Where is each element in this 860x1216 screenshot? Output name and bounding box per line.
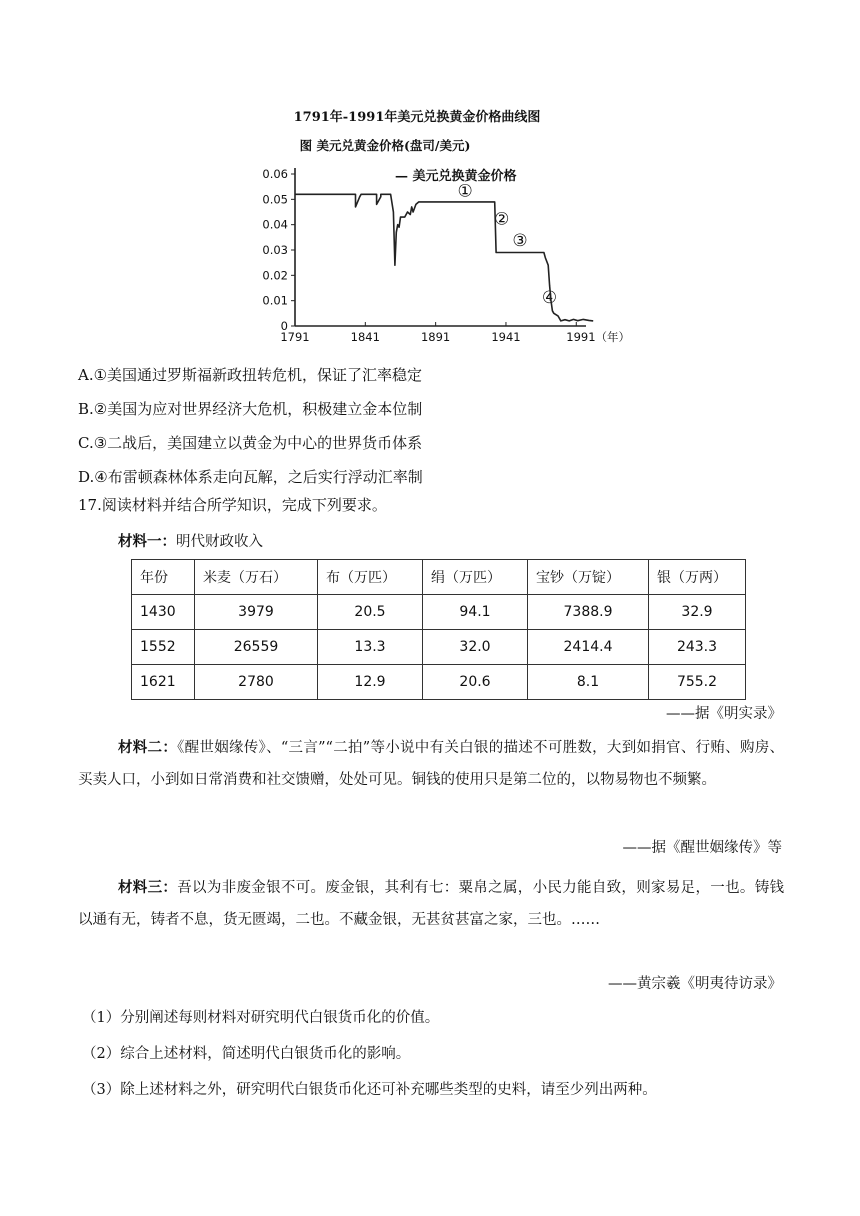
sub-question-3: （3）除上述材料之外，研究明代白银货币化还可补充哪些类型的史料，请至少列出两种。: [82, 1082, 657, 1098]
material1-heading: [118, 530, 263, 551]
header-paper-money: 宝钞（万锭）: [528, 560, 649, 595]
table-cell: 7388.9: [528, 595, 649, 630]
x-tick-label: 1941: [491, 330, 521, 344]
header-year: 年份: [132, 560, 195, 595]
material2-text: 《醒世姻缘传》、“三言”“二拍”等小说中有关白银的描述不可胜数，大到如捐官、行贿、购房、买卖人口，小到如日常消费和社交馈赠，处处可见。铜钱的使用只是第二位的，以物易物也不频繁。: [78, 740, 784, 788]
material2-paragraph: [78, 732, 784, 796]
table-row: [132, 665, 746, 700]
question-17-stem: 17.阅读材料并结合所学知识，完成下列要求。: [78, 496, 387, 514]
chart-markers: [458, 181, 558, 307]
gold-price-chart: [262, 102, 631, 350]
x-tick-label: 1991（年）: [566, 330, 631, 344]
table-cell: 20.6: [423, 665, 528, 700]
x-tick-label: 1891: [420, 330, 451, 344]
chart-subtitle: 图 美元兑黄金价格(盘司/美元): [299, 138, 471, 153]
chart-title: 1791年-1991年美元兑换黄金价格曲线图: [293, 110, 541, 125]
y-tick-label: 0.04: [262, 217, 288, 232]
table-cell: 2780: [195, 665, 318, 700]
material2-label: 材料二：: [118, 739, 178, 756]
y-tick-label: 0.01: [262, 293, 288, 308]
y-tick-label: 0.06: [262, 167, 288, 181]
material1-title: 明代财政收入: [176, 534, 263, 550]
material1-label: 材料一：: [118, 533, 176, 550]
material3-source: ——黄宗羲《明夷待访录》: [608, 976, 782, 992]
header-cloth: 布（万匹）: [318, 560, 423, 595]
table-cell: 755.2: [649, 665, 746, 700]
sub-question-2: （2）综合上述材料，简述明代白银货币化的影响。: [82, 1046, 411, 1062]
sub-question-1: （1）分别阐述每则材料对研究明代白银货币化的价值。: [82, 1010, 440, 1026]
table-cell: 1621: [132, 665, 195, 700]
table-cell: 243.3: [649, 630, 746, 665]
table-cell: 2414.4: [528, 630, 649, 665]
table-cell: 20.5: [318, 595, 423, 630]
header-rice: 米麦（万石）: [195, 560, 318, 595]
table-cell: 8.1: [528, 665, 649, 700]
material2-source: ——据《醒世姻缘传》等: [622, 840, 782, 856]
table-cell: 32.9: [649, 595, 746, 630]
material3-text: 吾以为非废金银不可。废金银，其利有七：粟帛之属，小民力能自致，则家易足，一也。铸钱以通有无，铸者不息，货无匮竭，二也。不藏金银，无甚贫甚富之家，三也。……: [78, 880, 785, 928]
chart-legend: — 美元兑换黄金价格: [395, 169, 517, 184]
x-tick-label: 1841: [350, 330, 380, 344]
marker-label: ③: [512, 230, 528, 251]
y-tick-label: 0.05: [262, 192, 288, 207]
table-header-row: [132, 560, 746, 595]
marker-label: ④: [541, 287, 558, 308]
header-silk: 绢（万匹）: [423, 560, 528, 595]
table-cell: 13.3: [318, 630, 423, 665]
option-d[interactable]: D.④布雷顿森林体系走向瓦解，之后实行浮动汇率制: [78, 468, 423, 486]
material1-source: ——据《明实录》: [666, 706, 782, 722]
y-tick-label: 0: [280, 319, 288, 333]
y-tick-label: 0.02: [262, 268, 288, 283]
finance-table: [131, 559, 746, 700]
option-b[interactable]: B.②美国为应对世界经济大危机，积极建立金本位制: [78, 400, 423, 418]
option-a[interactable]: A.①美国通过罗斯福新政扭转危机，保证了汇率稳定: [78, 366, 423, 384]
material3-paragraph: [78, 872, 784, 936]
header-silver: 银（万两）: [649, 560, 746, 595]
y-tick-label: 0.03: [262, 243, 288, 257]
marker-label: ①: [457, 181, 473, 202]
option-c[interactable]: C.③二战后，美国建立以黄金为中心的世界货币体系: [78, 434, 423, 452]
marker-label: ②: [494, 209, 510, 230]
x-tick-label: 1791: [280, 330, 310, 344]
material3-label: 材料三：: [118, 879, 178, 896]
table-cell: 12.9: [318, 665, 423, 700]
sub-questions: [82, 1000, 657, 1108]
table-cell: 32.0: [423, 630, 528, 665]
table-cell: 94.1: [423, 595, 528, 630]
table-row: [132, 595, 746, 630]
table-cell: 1552: [132, 630, 195, 665]
table-cell: 3979: [195, 595, 318, 630]
table-row: [132, 630, 746, 665]
table-cell: 1430: [132, 595, 195, 630]
table-cell: 26559: [195, 630, 318, 665]
answer-options: [78, 358, 423, 494]
